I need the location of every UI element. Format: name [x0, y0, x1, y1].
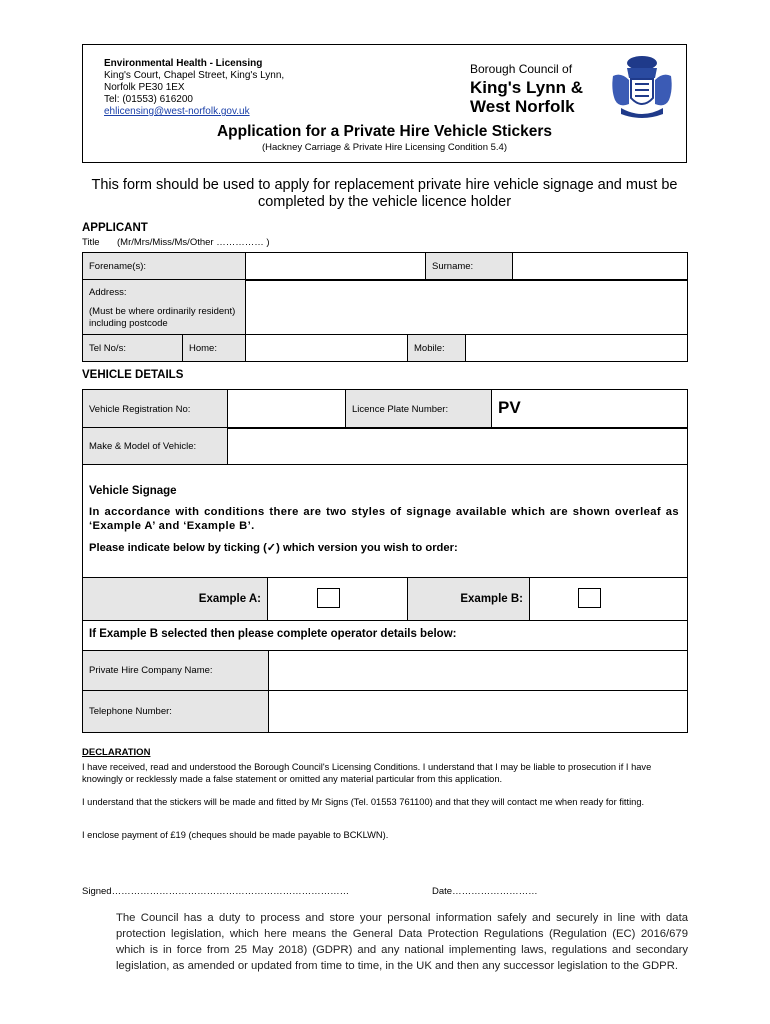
plate-field[interactable]: [492, 390, 688, 429]
telephone: Tel: (01553) 616200: [104, 94, 193, 105]
title-label: Title: [82, 237, 100, 248]
home-field[interactable]: [246, 335, 408, 362]
intro-text: This form should be used to apply for replacement private hire vehicle signage and must be completed by the vehicle licence holder: [91, 177, 678, 210]
example-b-checkbox[interactable]: [578, 588, 601, 608]
address-line-2: Norfolk PE30 1EX: [104, 82, 185, 93]
address-label: Address:: [89, 287, 127, 298]
signage-text: In accordance with conditions there are two styles of signage available which are shown overleaf as ‘Example A’ and ‘Example B’.: [89, 506, 679, 532]
company-label: Private Hire Company Name:: [83, 651, 269, 691]
title-options[interactable]: (Mr/Mrs/Miss/Ms/Other …………… ): [117, 237, 270, 248]
logo-text-line-2: King's Lynn &: [470, 78, 583, 97]
forename-label: Forename(s):: [83, 253, 246, 281]
make-table: [82, 427, 688, 465]
vehicle-heading: VEHICLE DETAILS: [82, 369, 184, 381]
reg-label: Vehicle Registration No:: [83, 390, 228, 429]
signature-field[interactable]: Signed…………………………………………………………………: [82, 886, 350, 897]
example-a-cell: [268, 578, 408, 621]
form-title: Application for a Private Hire Vehicle Stickers: [216, 123, 553, 140]
email-link[interactable]: ehlicensing@west-norfolk.gov.uk: [104, 106, 250, 117]
company-field[interactable]: [269, 651, 688, 691]
council-crest-icon: [607, 54, 677, 120]
declaration-p2: I understand that the stickers will be made and fitted by Mr Signs (Tel. 01553 761100) and that they will contact me when ready for fitting.: [82, 797, 645, 807]
make-label: Make & Model of Vehicle:: [83, 428, 228, 465]
surname-label: Surname:: [426, 253, 513, 281]
signage-heading: Vehicle Signage: [89, 485, 177, 497]
form-subtitle: (Hackney Carriage & Private Hire Licensing Condition 5.4): [261, 142, 507, 153]
example-a-checkbox[interactable]: [317, 588, 340, 608]
gdpr-notice: The Council has a duty to process and store your personal information safely and securely in line with data protection legislation, which here means the General Data Protection Regulations (Regulation (EC) 2016/679 which is in force from 25 May 2018) (GDPR) and any national implementing laws, regulations and secondary legislation, as amended or updated from time to time, in the UK and then any successor legislation to the GDPR.: [116, 912, 688, 972]
operator-table: [82, 650, 688, 733]
phone-field[interactable]: [269, 691, 688, 733]
applicant-table: [82, 252, 688, 281]
declaration-heading: DECLARATION: [82, 747, 151, 758]
mobile-field[interactable]: [466, 335, 688, 362]
operator-heading: If Example B selected then please complete operator details below:: [89, 628, 457, 640]
home-label: Home:: [183, 335, 246, 362]
applicant-heading: APPLICANT: [82, 222, 148, 234]
address-table: [82, 279, 688, 335]
plate-prefix: PV: [498, 398, 521, 417]
tel-label: Tel No/s:: [83, 335, 183, 362]
example-table: [82, 577, 688, 621]
vehicle-reg-table: [82, 389, 688, 429]
address-label-cell: [83, 280, 246, 335]
signage-instruction: Please indicate below by ticking (✓) which version you wish to order:: [89, 542, 458, 554]
reg-field[interactable]: [228, 390, 346, 429]
department-name: Environmental Health - Licensing: [104, 58, 263, 69]
surname-field[interactable]: [513, 253, 688, 281]
example-b-label: Example B:: [408, 578, 530, 621]
tel-table: [82, 334, 688, 362]
forename-field[interactable]: [246, 253, 426, 281]
make-field[interactable]: [228, 428, 688, 465]
council-address: [104, 58, 284, 118]
mobile-label: Mobile:: [408, 335, 466, 362]
declaration-p1: I have received, read and understood the Borough Council's Licensing Conditions. I understand that I may be liable to prosecution if I have knowingly or recklessly made a false statement or omitted any material particular from this application.: [82, 762, 652, 784]
phone-label: Telephone Number:: [83, 691, 269, 733]
address-note: (Must be where ordinarily resident) including postcode: [89, 306, 236, 329]
logo-text-line-3: West Norfolk: [470, 97, 575, 116]
example-a-label: Example A:: [83, 578, 268, 621]
declaration-p3: I enclose payment of £19 (cheques should be made payable to BCKLWN).: [82, 830, 389, 840]
example-b-cell: [530, 578, 688, 621]
date-field[interactable]: Date………………………: [432, 886, 538, 897]
address-field[interactable]: [246, 280, 688, 335]
address-line-1: King's Court, Chapel Street, King's Lynn,: [104, 70, 285, 81]
logo-text-line-1: Borough Council of: [470, 62, 573, 76]
plate-label: Licence Plate Number:: [346, 390, 492, 429]
